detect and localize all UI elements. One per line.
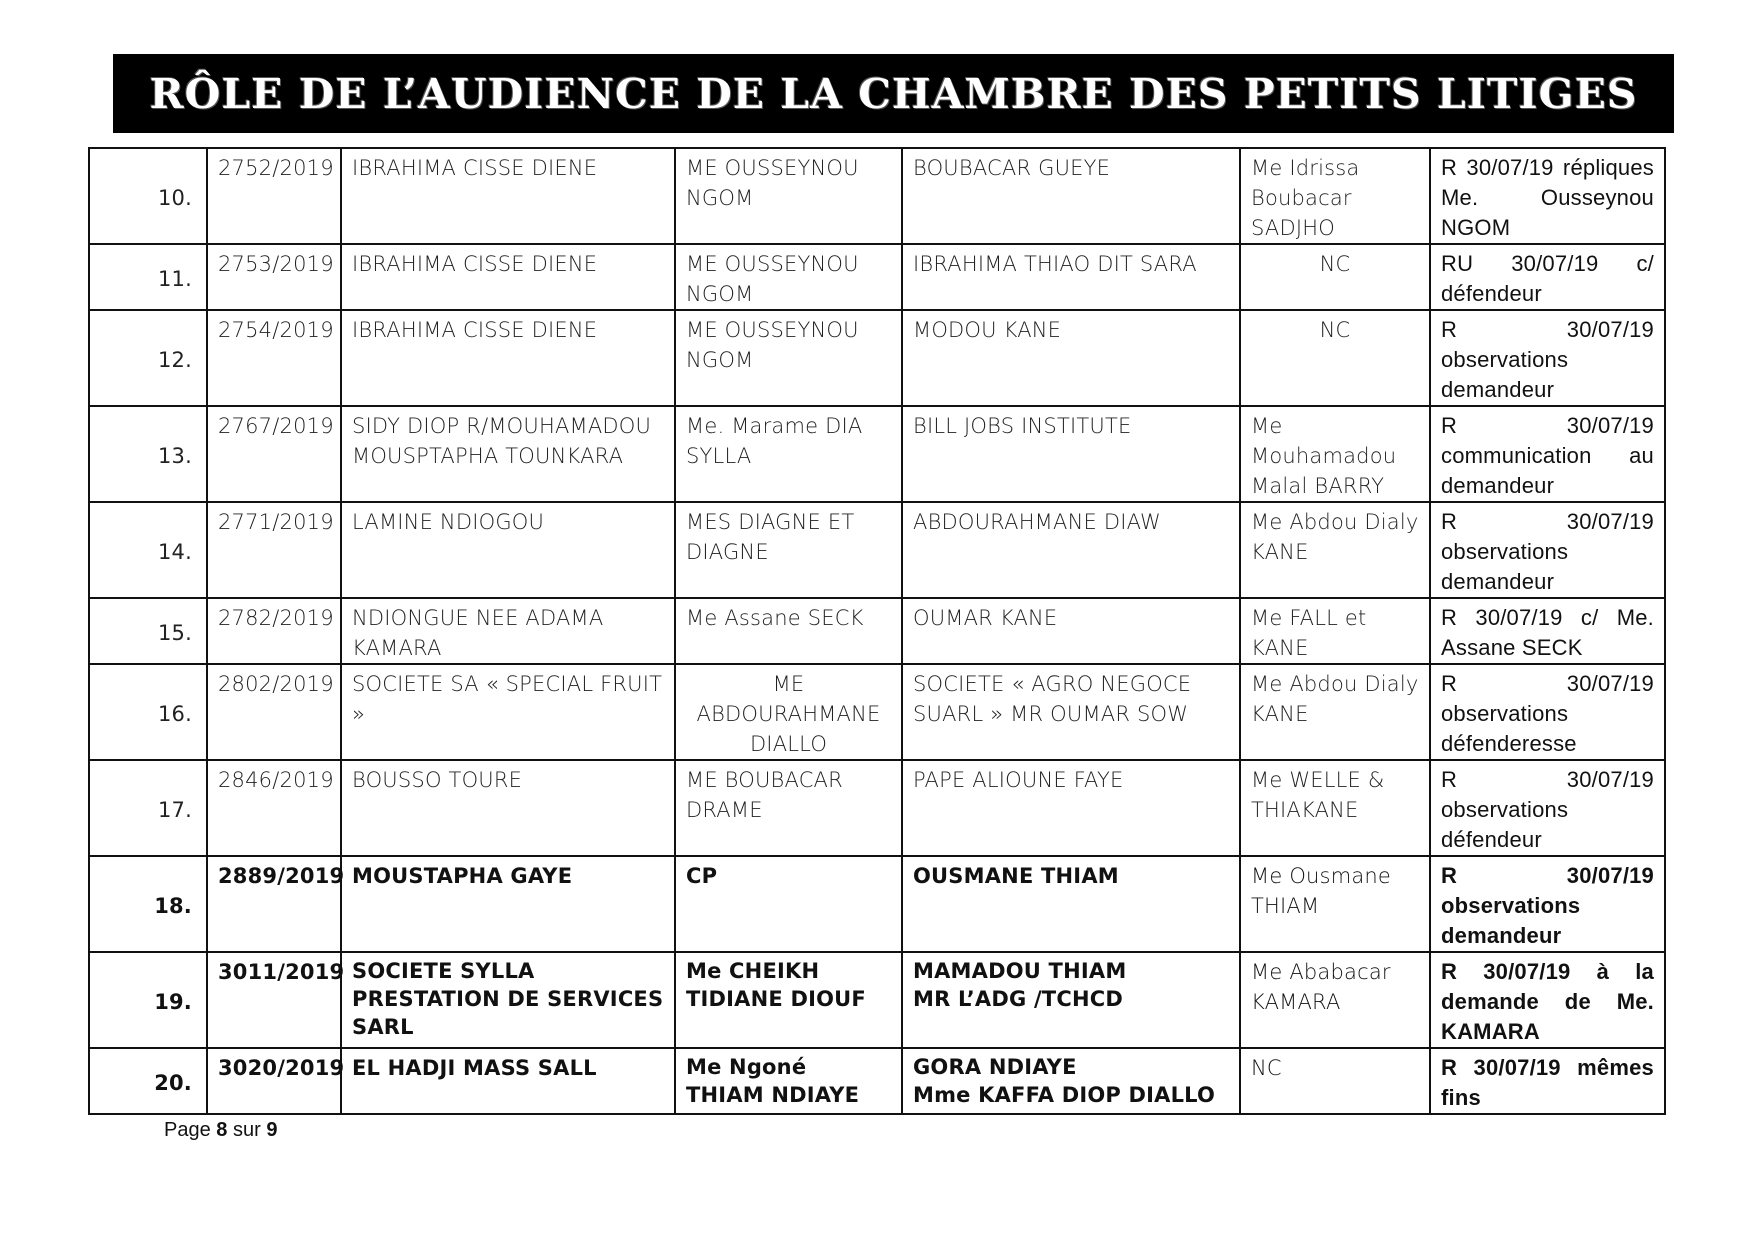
row-number: 14. — [89, 502, 207, 598]
case-reference: 2889/2019 — [207, 856, 341, 952]
case-reference: 2753/2019 — [207, 244, 341, 310]
defendant: IBRAHIMA THIAO DIT SARA — [902, 244, 1240, 310]
plaintiff: IBRAHIMA CISSE DIENE — [341, 244, 675, 310]
defendant-lawyer: Me FALL et KANE — [1240, 598, 1430, 664]
decision: R 30/07/19 observations défenderesse — [1430, 664, 1665, 760]
table-row — [89, 310, 1665, 406]
defendant: ABDOURAHMANE DIAW — [902, 502, 1240, 598]
row-number: 19. — [89, 952, 207, 1048]
defendant: BOUBACAR GUEYE — [902, 148, 1240, 244]
plaintiff-lawyer: ME OUSSEYNOU NGOM — [675, 148, 902, 244]
defendant-lawyer: Me Ousmane THIAM — [1240, 856, 1430, 952]
plaintiff: IBRAHIMA CISSE DIENE — [341, 148, 675, 244]
defendant: GORA NDIAYE Mme KAFFA DIOP DIALLO — [902, 1048, 1240, 1114]
plaintiff: BOUSSO TOURE — [341, 760, 675, 856]
table-row — [89, 1048, 1665, 1114]
plaintiff-lawyer: Me Ngoné THIAM NDIAYE — [675, 1048, 902, 1114]
defendant: OUMAR KANE — [902, 598, 1240, 664]
plaintiff: NDIONGUE NEE ADAMA KAMARA — [341, 598, 675, 664]
table-row — [89, 148, 1665, 244]
plaintiff-lawyer: Me. Marame DIA SYLLA — [675, 406, 902, 502]
defendant: PAPE ALIOUNE FAYE — [902, 760, 1240, 856]
case-reference: 3020/2019 — [207, 1048, 341, 1114]
plaintiff: SOCIETE SA « SPECIAL FRUIT » — [341, 664, 675, 760]
plaintiff: EL HADJI MASS SALL — [341, 1048, 675, 1114]
row-number: 20. — [89, 1048, 207, 1114]
hearing-roll-table — [88, 147, 1666, 1115]
row-number: 18. — [89, 856, 207, 952]
defendant: MODOU KANE — [902, 310, 1240, 406]
total-pages-number: 9 — [266, 1119, 278, 1141]
plaintiff: LAMINE NDIOGOU — [341, 502, 675, 598]
title-banner — [113, 54, 1674, 133]
table-row — [89, 598, 1665, 664]
case-reference: 2771/2019 — [207, 502, 341, 598]
defendant-lawyer: NC — [1240, 244, 1430, 310]
plaintiff-lawyer: ME ABDOURAHMANE DIALLO — [675, 664, 902, 760]
table-body — [89, 148, 1665, 1114]
plaintiff: SIDY DIOP R/MOUHAMADOU MOUSPTAPHA TOUNKARA — [341, 406, 675, 502]
table-row — [89, 856, 1665, 952]
defendant: MAMADOU THIAM MR L’ADG /TCHCD — [902, 952, 1240, 1048]
row-number: 11. — [89, 244, 207, 310]
current-page-number: 8 — [216, 1119, 228, 1141]
case-reference: 2752/2019 — [207, 148, 341, 244]
defendant: OUSMANE THIAM — [902, 856, 1240, 952]
row-number: 17. — [89, 760, 207, 856]
case-reference: 3011/2019 — [207, 952, 341, 1048]
decision: R 30/07/19 observations demandeur — [1430, 856, 1665, 952]
page-label: Page — [164, 1119, 211, 1141]
decision: R 30/07/19 mêmes fins — [1430, 1048, 1665, 1114]
decision: R 30/07/19 répliques Me. Ousseynou NGOM — [1430, 148, 1665, 244]
decision: R 30/07/19 communication au demandeur — [1430, 406, 1665, 502]
table-row — [89, 664, 1665, 760]
row-number: 12. — [89, 310, 207, 406]
decision: R 30/07/19 à la demande de Me. KAMARA — [1430, 952, 1665, 1048]
defendant: BILL JOBS INSTITUTE — [902, 406, 1240, 502]
case-reference: 2782/2019 — [207, 598, 341, 664]
row-number: 15. — [89, 598, 207, 664]
decision: R 30/07/19 observations demandeur — [1430, 310, 1665, 406]
plaintiff-lawyer: CP — [675, 856, 902, 952]
defendant-lawyer: Me WELLE & THIAKANE — [1240, 760, 1430, 856]
page-title: RÔLE DE L’AUDIENCE DE LA CHAMBRE DES PETITS LITIGES — [149, 69, 1638, 118]
page-of-label: sur — [232, 1119, 261, 1141]
plaintiff: SOCIETE SYLLA PRESTATION DE SERVICES SARL — [341, 952, 675, 1048]
row-number: 10. — [89, 148, 207, 244]
defendant-lawyer: Me Idrissa Boubacar SADJHO — [1240, 148, 1430, 244]
defendant-lawyer: Me Ababacar KAMARA — [1240, 952, 1430, 1048]
defendant-lawyer: NC — [1240, 310, 1430, 406]
case-reference: 2846/2019 — [207, 760, 341, 856]
plaintiff-lawyer: MES DIAGNE ET DIAGNE — [675, 502, 902, 598]
defendant-lawyer: Me Abdou Dialy KANE — [1240, 502, 1430, 598]
plaintiff: IBRAHIMA CISSE DIENE — [341, 310, 675, 406]
decision: R 30/07/19 c/ Me. Assane SECK — [1430, 598, 1665, 664]
table-row — [89, 760, 1665, 856]
table-row — [89, 244, 1665, 310]
defendant-lawyer: Me Mouhamadou Malal BARRY — [1240, 406, 1430, 502]
decision: R 30/07/19 observations demandeur — [1430, 502, 1665, 598]
table-row — [89, 406, 1665, 502]
page-footer — [164, 1119, 277, 1142]
case-reference: 2767/2019 — [207, 406, 341, 502]
defendant: SOCIETE « AGRO NEGOCE SUARL » MR OUMAR SOW — [902, 664, 1240, 760]
table-row — [89, 502, 1665, 598]
defendant-lawyer: Me Abdou Dialy KANE — [1240, 664, 1430, 760]
decision: RU 30/07/19 c/ défendeur — [1430, 244, 1665, 310]
plaintiff-lawyer: ME OUSSEYNOU NGOM — [675, 310, 902, 406]
plaintiff-lawyer: ME OUSSEYNOU NGOM — [675, 244, 902, 310]
row-number: 16. — [89, 664, 207, 760]
case-reference: 2754/2019 — [207, 310, 341, 406]
plaintiff-lawyer: ME BOUBACAR DRAME — [675, 760, 902, 856]
defendant-lawyer: NC — [1240, 1048, 1430, 1114]
plaintiff-lawyer: Me Assane SECK — [675, 598, 902, 664]
table-row — [89, 952, 1665, 1048]
case-reference: 2802/2019 — [207, 664, 341, 760]
plaintiff: MOUSTAPHA GAYE — [341, 856, 675, 952]
row-number: 13. — [89, 406, 207, 502]
decision: R 30/07/19 observations défendeur — [1430, 760, 1665, 856]
plaintiff-lawyer: Me CHEIKH TIDIANE DIOUF — [675, 952, 902, 1048]
